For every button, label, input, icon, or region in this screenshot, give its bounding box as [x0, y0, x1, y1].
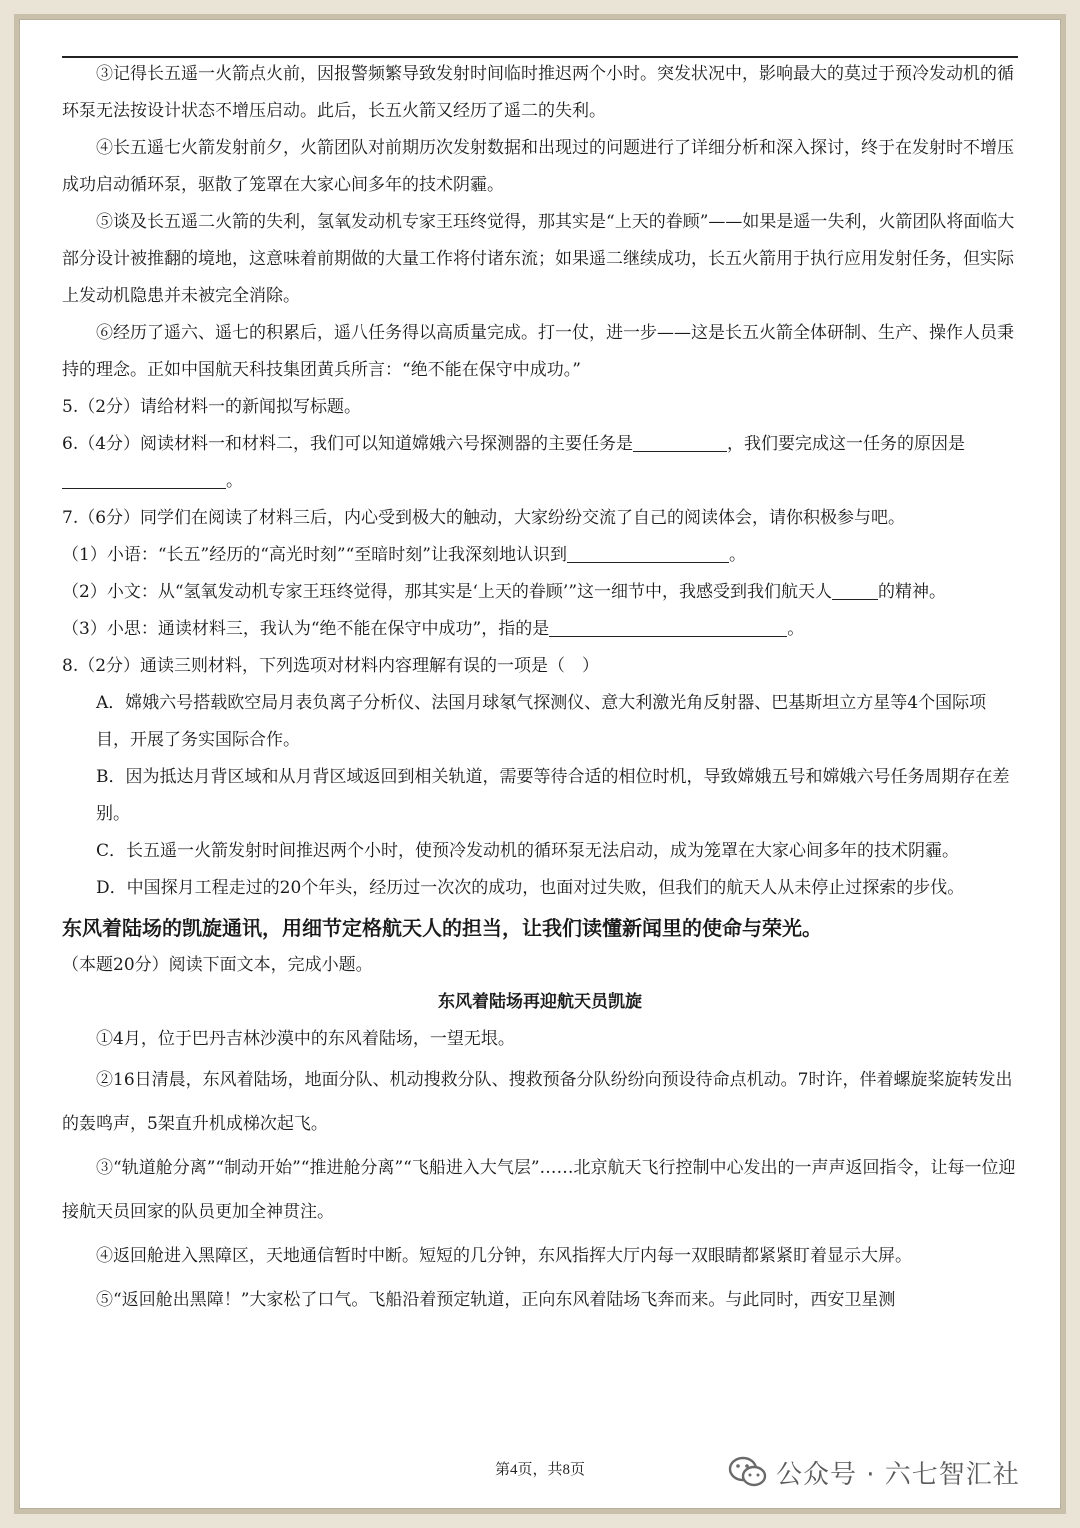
option-c[interactable]: C．长五遥一火箭发射时间推迟两个小时，使预冷发动机的循环泵无法启动，成为笼罩在大家心间多年的技术阴霾。 [96, 841, 960, 861]
question-7-2-end: 的精神。 [878, 582, 947, 602]
article-paragraph-4: ④返回舱进入黑障区，天地通信暂时中断。短短的几分钟，东风指挥大厅内每一双眼睛都紧紧盯着显示大屏。 [96, 1246, 912, 1266]
question-7-1 [62, 537, 1018, 574]
document-content [62, 0, 1018, 1322]
section-intro: （本题20分）阅读下面文本，完成小题。 [62, 955, 373, 975]
question-6-text-b: ，我们要完成这一任务的原因是 [727, 434, 966, 454]
question-7-3-text: （3）小思：通读材料三，我认为“绝不能在保守中成功”，指的是 [62, 619, 550, 639]
question-7-3-end: 。 [787, 619, 805, 639]
article-paragraph-2: ②16日清晨，东风着陆场，地面分队、机动搜救分队、搜救预备分队纷纷向预设待命点机动。7时许，伴着螺旋桨旋转发出的轰鸣声，5架直升机成梯次起飞。 [62, 1070, 1013, 1134]
article-title: 东风着陆场再迎航天员凯旋 [438, 992, 642, 1012]
question-7-2 [62, 574, 1018, 611]
answer-blank[interactable] [633, 433, 727, 452]
option-d[interactable]: D．中国探月工程走过的20个年头，经历过一次次的成功，也面对过失败，但我们的航天人从未停止过探索的步伐。 [96, 878, 965, 898]
watermark-text: 公众号 · 六七智汇社 [776, 1459, 1020, 1490]
wechat-icon [728, 1455, 768, 1489]
question-8: 8.（2分）通读三则材料，下列选项对材料内容理解有误的一项是（ ） [62, 656, 600, 676]
article-paragraph-1: ①4月，位于巴丹吉林沙漠中的东风着陆场，一望无垠。 [96, 1029, 515, 1049]
page-number: 第4页，共8页 [494, 1462, 585, 1478]
article-paragraph-5: ⑤“返回舱出黑障！”大家松了口气。飞船沿着预定轨道，正向东风着陆场飞奔而来。与此同时，西安卫星测 [96, 1290, 896, 1310]
paragraph-5: ⑤谈及长五遥二火箭的失利，氢氧发动机专家王珏终觉得，那其实是“上天的眷顾”——如果是遥一失利，火箭团队将面临大部分设计被推翻的境地，这意味着前期做的大量工作将付诸东流；如果遥二继续成功，长五火箭用于执行应用发射任务，但实际上发动机隐患并未被完全消除。 [62, 212, 1015, 306]
option-a[interactable]: A．嫦娥六号搭载欧空局月表负离子分析仪、法国月球氡气探测仪、意大利激光角反射器、巴基斯坦立方星等4个国际项目，开展了务实国际合作。 [96, 693, 987, 750]
question-6-text-c: 。 [226, 471, 243, 491]
paragraph-6: ⑥经历了遥六、遥七的积累后，遥八任务得以高质量完成。打一仗，进一步——这是长五火箭全体研制、生产、操作人员秉持的理念。正如中国航天科技集团黄兵所言：“绝不能在保守中成功。” [62, 323, 1014, 380]
question-7: 7.（6分）同学们在阅读了材料三后，内心受到极大的触动，大家纷纷交流了自己的阅读体会，请你积极参与吧。 [62, 508, 906, 528]
watermark [728, 1452, 1020, 1492]
answer-blank[interactable] [832, 581, 878, 600]
question-5: 5.（2分）请给材料一的新闻拟写标题。 [62, 397, 362, 417]
question-6-text-a: 6.（4分）阅读材料一和材料二，我们可以知道嫦娥六号探测器的主要任务是 [62, 434, 634, 454]
option-b[interactable]: B．因为抵达月背区域和从月背区域返回到相关轨道，需要等待合适的相位时机，导致嫦娥五号和嫦娥六号任务周期存在差别。 [96, 767, 1010, 824]
paragraph-4: ④长五遥七火箭发射前夕，火箭团队对前期历次发射数据和出现过的问题进行了详细分析和深入探讨，终于在发射时不增压成功启动循环泵，驱散了笼罩在大家心间多年的技术阴霾。 [62, 138, 1014, 195]
question-7-1-text: （1）小语：“长五”经历的“高光时刻”“至暗时刻”让我深刻地认识到 [62, 545, 567, 565]
question-7-2-text: （2）小文：从“氢氧发动机专家王珏终觉得，那其实是‘上天的眷顾’”这一细节中，我感受到我们航天人 [62, 582, 833, 602]
question-7-1-end: 。 [728, 545, 746, 565]
paragraph-3: ③记得长五遥一火箭点火前，因报警频繁导致发射时间临时推迟两个小时。突发状况中，影响最大的莫过于预冷发动机的循环泵无法按设计状态不增压启动。此后，长五火箭又经历了遥二的失利。 [62, 64, 1014, 121]
question-6 [62, 426, 1018, 500]
answer-blank[interactable] [62, 470, 226, 489]
question-7-3 [62, 611, 1018, 648]
answer-blank[interactable] [549, 618, 787, 637]
answer-blank[interactable] [567, 544, 729, 563]
section-heading: 东风着陆场的凯旋通讯，用细节定格航天人的担当，让我们读懂新闻里的使命与荣光。 [62, 916, 822, 940]
article-paragraph-3: ③“轨道舱分离”“制动开始”“推进舱分离”“飞船进入大气层”……北京航天飞行控制中心发出的一声声返回指令，让每一位迎接航天员回家的队员更加全神贯注。 [62, 1158, 1016, 1222]
